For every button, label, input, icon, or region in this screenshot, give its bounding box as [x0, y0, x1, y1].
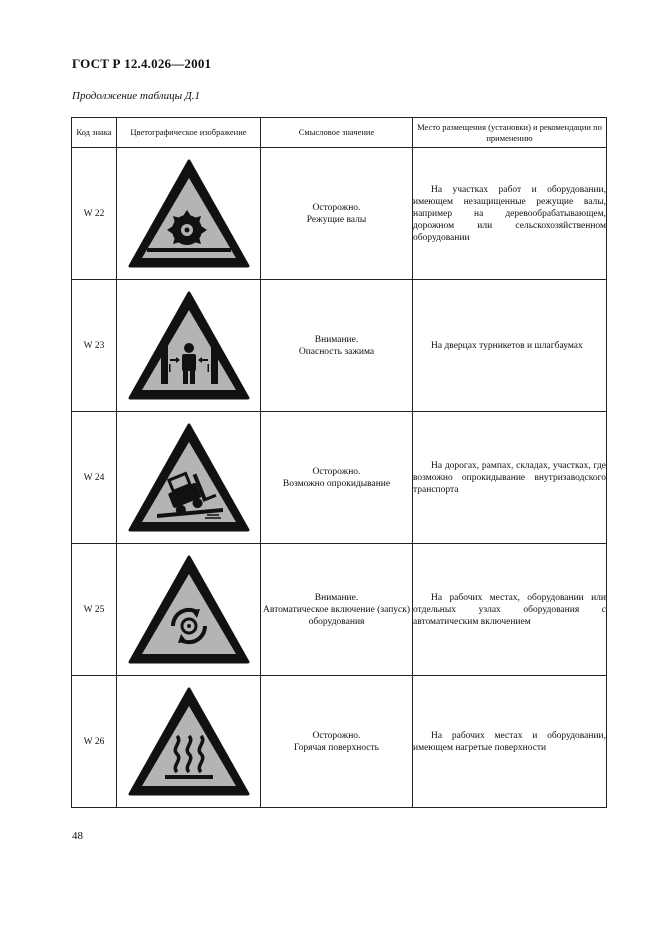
placement-text: На рабочих местах и оборудовании, имеющем нагретые поверхности	[413, 676, 607, 808]
meaning-title: Осторожно.	[312, 730, 361, 741]
cutting-rollers-warning-icon	[127, 158, 251, 270]
document-title: ГОСТ Р 12.4.026—2001	[72, 56, 212, 71]
table-row	[72, 676, 607, 808]
table-row	[72, 280, 607, 412]
placement-text: На участках работ и оборудовании, имеющем незащищенные режущие валы, например на деревообрабатывающем, дорожном или сельскохозяйственном оборудовании	[413, 148, 607, 280]
meaning-text: Опасность зажима	[298, 346, 375, 357]
placement-text: На рабочих местах, оборудовании или отдельных узлах оборудования с автоматическим включением	[413, 544, 607, 676]
automatic-start-warning-icon	[127, 554, 251, 666]
sign-code: W 25	[72, 544, 117, 676]
meaning-text: Горячая поверхность	[293, 742, 380, 753]
placement-text: На дверцах турникетов и шлагбаумах	[413, 280, 607, 412]
hot-surface-warning-icon	[127, 686, 251, 798]
meaning-title: Внимание.	[314, 592, 359, 603]
column-header-code: Код знака	[72, 118, 117, 148]
column-header-image: Цветографическое изображение	[117, 118, 261, 148]
table-continuation-caption: Продолжение таблицы Д.1	[72, 90, 201, 102]
meaning-text: Режущие валы	[306, 214, 367, 225]
crushing-hazard-warning-icon	[127, 290, 251, 402]
sign-code: W 26	[72, 676, 117, 808]
column-header-placement: Место размещения (установки) и рекомендации по применению	[413, 118, 607, 148]
meaning-text: Автоматическое включение (запуск) оборудования	[262, 604, 411, 627]
meaning-title: Осторожно.	[312, 202, 361, 213]
placement-text: На дорогах, рампах, складах, участках, где возможно опрокидывание внутризаводского транспорта	[413, 412, 607, 544]
table-row	[72, 412, 607, 544]
safety-signs-table	[71, 117, 607, 808]
meaning-title: Внимание.	[314, 334, 359, 345]
column-header-meaning: Смысловое значение	[261, 118, 413, 148]
tipping-over-warning-icon	[127, 422, 251, 534]
page-number: 48	[72, 830, 83, 842]
meaning-title: Осторожно.	[312, 466, 361, 477]
table-row	[72, 544, 607, 676]
sign-code: W 22	[72, 148, 117, 280]
meaning-text: Возможно опрокидывание	[282, 478, 391, 489]
sign-code: W 24	[72, 412, 117, 544]
table-row	[72, 148, 607, 280]
sign-code: W 23	[72, 280, 117, 412]
table-header-row	[72, 118, 607, 148]
